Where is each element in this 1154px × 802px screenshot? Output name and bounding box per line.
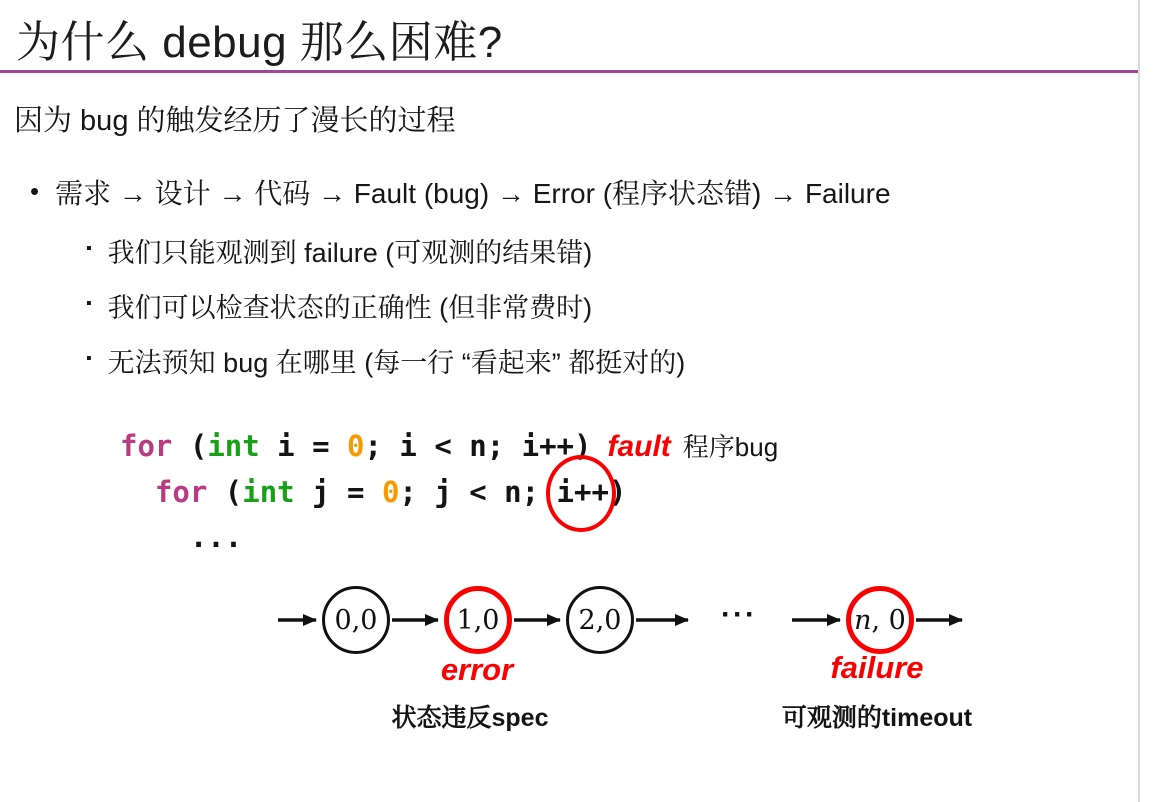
- code-line-3: [120, 515, 778, 560]
- code-token: [120, 475, 155, 509]
- fault-annotation-note: 程序bug: [682, 432, 779, 462]
- state-node-label: 0,0: [334, 604, 378, 636]
- code-token: (: [207, 475, 243, 509]
- keyword-token: for: [154, 475, 208, 509]
- code-token: j =: [294, 475, 382, 509]
- red-circle-annotation-icon: [546, 455, 616, 532]
- sub-bullet-unknown-bug-location: [86, 341, 685, 380]
- state-node-label: 1,0: [456, 604, 500, 636]
- state-node-1-0-error: [444, 586, 512, 654]
- sub-bullet-check-state: [86, 286, 592, 325]
- state-node-n-0-failure: [846, 586, 914, 654]
- code-token: i =: [259, 429, 348, 463]
- code-token: ...: [189, 520, 243, 554]
- error-caption: 状态违反spec: [391, 704, 549, 732]
- fault-annotation: fault: [607, 430, 671, 463]
- keyword-token: for: [120, 429, 173, 463]
- intro-text: 因为 bug 的触发经历了漫长的过程: [14, 105, 456, 137]
- state-node-label: , 0: [871, 604, 906, 636]
- bullet-item-label: 需求 → 设计 → 代码 → Fault (bug) → Error (程序状态错) → Failure: [55, 178, 891, 209]
- failure-caption: 可观测的timeout: [781, 704, 973, 732]
- state-node-2-0: [566, 586, 634, 654]
- error-annotation: error: [440, 652, 514, 687]
- code-snippet: [120, 424, 778, 560]
- page-title: 为什么 debug 那么困难?: [16, 18, 503, 67]
- sub-bullet-label: 我们可以检查状态的正确性 (但非常费时): [107, 293, 593, 323]
- title-underline: [0, 70, 1139, 73]
- bullet-square-icon: ▪: [86, 295, 92, 312]
- state-node-label: 2,0: [578, 604, 622, 636]
- bullet-square-icon: ▪: [86, 350, 92, 367]
- sub-bullet-label: 无法预知 bug 在哪里 (每一行 “看起来” 都挺对的): [107, 348, 686, 378]
- number-token: 0: [381, 475, 400, 509]
- state-node-0-0: [322, 586, 390, 654]
- code-token: (: [172, 429, 208, 463]
- code-line-2: [120, 470, 778, 515]
- failure-annotation: failure: [830, 650, 924, 685]
- number-token: 0: [347, 429, 365, 463]
- type-token: int: [242, 475, 295, 509]
- sub-bullet-observe-failure: [86, 231, 592, 270]
- circled-bug-token: [557, 470, 609, 515]
- code-token: ): [608, 475, 627, 509]
- bullet-dot-icon: •: [30, 176, 40, 206]
- bullet-item-process-chain: [30, 172, 891, 212]
- state-node-var: n: [854, 604, 872, 636]
- bullet-square-icon: ▪: [86, 240, 92, 257]
- bug-token: i++: [556, 475, 609, 509]
- sub-bullet-label: 我们只能观测到 failure (可观测的结果错): [107, 238, 593, 268]
- code-token: [120, 520, 190, 554]
- code-line-1: [120, 424, 778, 470]
- slide-right-border: [1138, 0, 1140, 802]
- code-token: ; i < n; i++): [364, 429, 592, 463]
- type-token: int: [207, 429, 260, 463]
- ellipsis-dots: ···: [721, 598, 757, 631]
- code-token: ; j < n;: [399, 475, 557, 509]
